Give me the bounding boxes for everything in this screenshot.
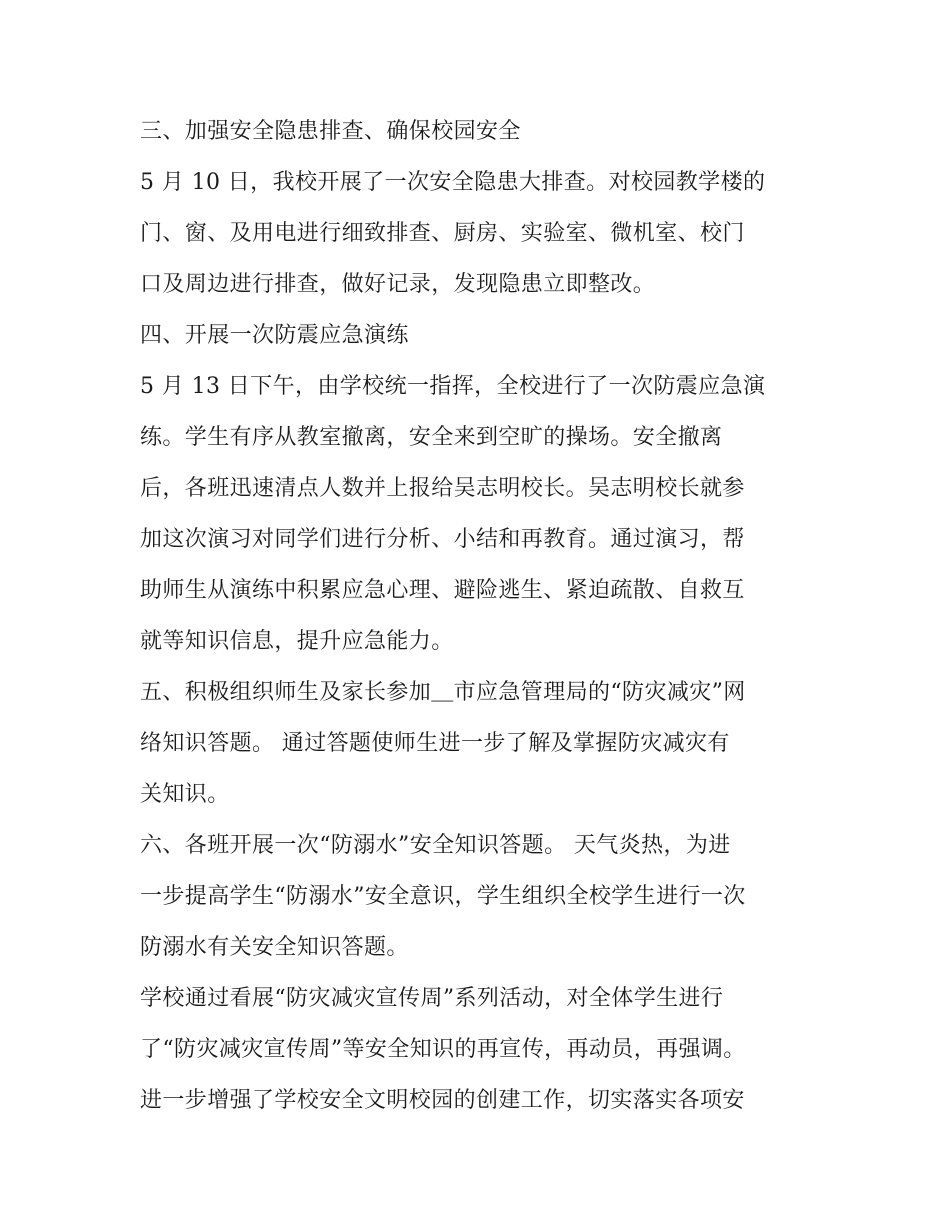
paragraph-line: 5 月 13 日下午，由学校统一指挥，全校进行了一次防震应急演 bbox=[140, 374, 766, 399]
paragraph-line: 防溺水有关安全知识答题。 bbox=[140, 935, 409, 960]
paragraph-line: 练。学生有序从教室撤离，安全来到空旷的操场。安全撤离 bbox=[140, 425, 723, 450]
document-body bbox=[140, 106, 820, 1126]
section-heading-6: 六、各班开展一次“防溺水”安全知识答题。 天气炎热，为进 bbox=[140, 833, 731, 858]
paragraph-line: 一步提高学生“防溺水”安全意识，学生组织全校学生进行一次 bbox=[140, 884, 746, 909]
paragraph-line: 进一步增强了学校安全文明校园的创建工作，切实落实各项安 bbox=[140, 1088, 745, 1113]
paragraph-line: 口及周边进行排查，做好记录，发现隐患立即整改。 bbox=[140, 272, 656, 297]
paragraph-line: 学校通过看展“防灾减灾宣传周”系列活动，对全体学生进行 bbox=[140, 986, 724, 1011]
paragraph-line: 5 月 10 日，我校开展了一次安全隐患大排查。对校园教学楼的 bbox=[140, 170, 766, 195]
paragraph-line: 后，各班迅速清点人数并上报给吴志明校长。吴志明校长就参 bbox=[140, 476, 745, 501]
paragraph-line: 加这次演习对同学们进行分析、小结和再教育。通过演习，帮 bbox=[140, 527, 745, 552]
paragraph-line: 助师生从演练中积累应急心理、避险逃生、紧迫疏散、自救互 bbox=[140, 578, 745, 603]
section-heading-4: 四、开展一次防震应急演练 bbox=[140, 323, 409, 348]
section-heading-5: 五、积极组织师生及家长参加＿市应急管理局的“防灾减灾”网 bbox=[140, 680, 746, 705]
paragraph-line: 关知识。 bbox=[140, 782, 230, 807]
paragraph-line: 了“防灾减灾宣传周”等安全知识的再宣传，再动员，再强调。 bbox=[140, 1037, 746, 1062]
section-heading-3: 三、加强安全隐患排查、确保校园安全 bbox=[140, 119, 521, 144]
paragraph-line: 门、窗、及用电进行细致排查、厨房、实验室、微机室、校门 bbox=[140, 221, 745, 246]
paragraph-line: 络知识答题。 通过答题使师生进一步了解及掌握防灾减灾有 bbox=[140, 731, 730, 756]
paragraph-line: 就等知识信息，提升应急能力。 bbox=[140, 629, 454, 654]
